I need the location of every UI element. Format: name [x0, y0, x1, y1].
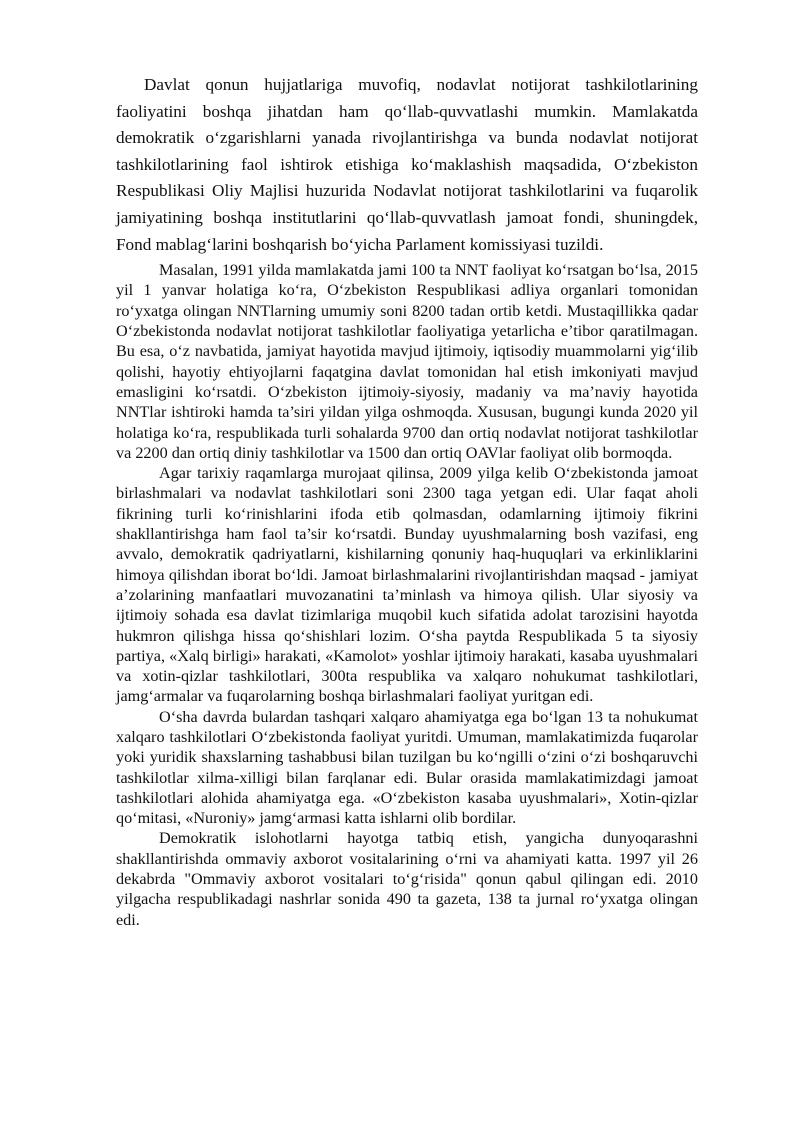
paragraph-5: Demokratik islohotlarni hayotga tatbiq etish, yangicha dunyoqarashni shakllantirishda ommaviy axborot vositalarining o‘rni va ahamiyati katta. 1997 yil 26 dekabrda "Ommaviy axborot vositalari to‘g‘risida" qonun qabul qilingan edi. 2010 yilgacha respublikadagi nashrlar sonida 490 ta gazeta, 138 ta jurnal ro‘yxatga olingan edi. — [116, 829, 698, 929]
paragraph-1: Davlat qonun hujjatlariga muvofiq, nodavlat notijorat tashkilotlarining faoliyatini boshqa jihatdan ham qo‘llab-quvvatlashi mumkin. Mamlakatda demokratik o‘zgarishlarni yanada rivojlantirishga va bunda nodavlat notijorat tashkilotlarining faol ishtirok etishiga ko‘maklashish maqsadida, O‘zbekiston Respublikasi Oliy Majlisi huzurida Nodavlat notijorat tashkilotlarini va fuqarolik jamiyatining boshqa institutlarini qo‘llab-quvvatlash jamoat fondi, shuningdek, Fond mablag‘larini boshqarish bo‘yicha Parlament komissiyasi tuzildi. — [116, 75, 698, 254]
document-page — [116, 72, 698, 930]
paragraph-4: O‘sha davrda bulardan tashqari xalqaro ahamiyatga ega bo‘lgan 13 ta nohukumat xalqaro tashkilotlari O‘zbekistonda faoliyat yuritdi. Umuman, mamlakatimizda fuqarolar yoki yuridik shaxslarning tashabbusi bilan tuzilgan bu ko‘ngilli o‘zini o‘zi boshqaruvchi tashkilotlar xilma-xilligi bilan farqlanar edi. Bular orasida mamlakatimizdagi jamoat tashkilotlari alohida ahamiyatga ega. «O‘zbekiston kasaba uyushmalari», Xotin-qizlar qo‘mitasi, «Nuroniy» jamg‘armasi katta ishlarni olib bordilar. — [116, 707, 698, 828]
paragraph-3: Agar tarixiy raqamlarga murojaat qilinsa, 2009 yilga kelib O‘zbekistonda jamoat birlashmalari va nodavlat tashkilotlari soni 2300 taga yetgan edi. Ular faqat aholi fikrining turli ko‘rinishlarini ifoda etib qolmasdan, odamlarning ijtimoiy fikrini shakllantirishga ham faol ta’sir ko‘rsatdi. Bunday uyushmalarning bosh vazifasi, eng avvalo, demokratik qadriyatlarni, kishilarning qonuniy haq-huquqlari va erkinliklarini himoya qilishdan iborat bo‘ldi. Jamoat birlashmalarini rivojlantirishdan maqsad - jamiyat a’zolarining manfaatlari muvozanatini ta’minlash va himoya qilish. Ular siyosiy va ijtimoiy sohada esa davlat tizimlariga muqobil kuch sifatida adolat tarozisini hayotda hukmron qilishga hissa qo‘shishlari lozim. O‘sha paytda Respublikada 5 ta siyosiy partiya, «Xalq birligi» harakati, «Kamolot» yoshlar ijtimoiy harakati, kasaba uyushmalari va xotin-qizlar tashkilotlari, 300ta respublika va xalqaro nohukumat tashkilotlari, jamg‘armalar va fuqarolarning boshqa birlashmalari faoliyat yuritgan edi. — [116, 464, 698, 706]
paragraph-2: Masalan, 1991 yilda mamlakatda jami 100 ta NNT faoliyat ko‘rsatgan bo‘lsa, 2015 yil 1 yanvar holatiga ko‘ra, O‘zbekiston Respublikasi adliya organlari tomonidan ro‘yxatga olingan NNTlarning umumiy soni 8200 tadan ortib ketdi. Mustaqillikka qadar O‘zbekistonda nodavlat notijorat tashkilotlar faoliyatiga yetarlicha e’tibor qaratilmagan. Bu esa, o‘z navbatida, jamiyat hayotida mavjud ijtimoiy, iqtisodiy muammolarni yig‘ilib qolishi, hayotiy ehtiyojlarni faqatgina davlat tomonidan hal etish imkoniyati mavjud emasligini ko‘rsatdi. O‘zbekiston ijtimoiy-siyosiy, madaniy va ma’naviy hayotida NNTlar ishtiroki hamda ta’siri yildan yilga oshmoqda. Xususan, bugungi kunda 2020 yil holatiga ko‘ra, respublikada turli sohalarda 9700 dan ortiq nodavlat notijorat tashkilotlar va 2200 dan ortiq diniy tashkilotlar va 1500 dan ortiq OAVlar faoliyat olib bormoqda. — [116, 261, 698, 462]
